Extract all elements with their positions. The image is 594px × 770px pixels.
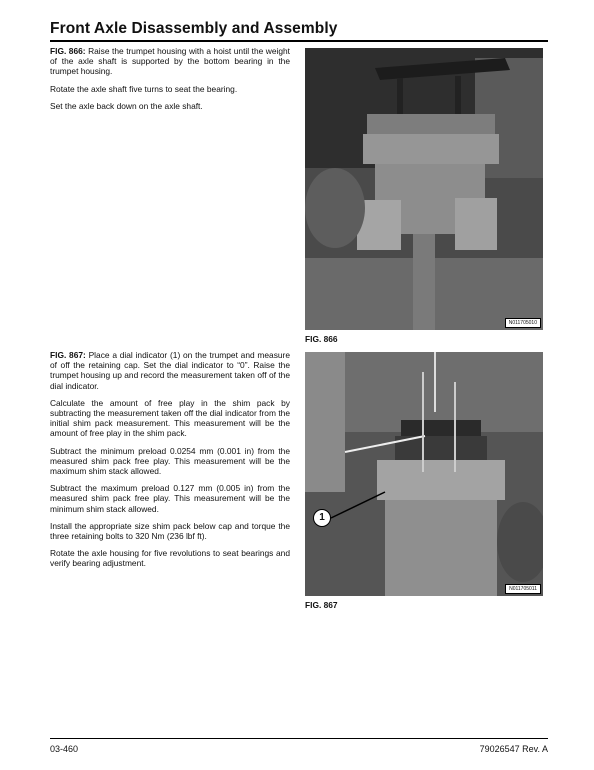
image-id-tag: N011705011 (505, 584, 541, 594)
paragraph: Set the axle back down on the axle shaft. (50, 100, 203, 111)
figure-867-photo (305, 352, 543, 596)
section-fig866-text (50, 46, 290, 118)
figure-866-photo (305, 48, 543, 330)
fig-ref-867: FIG. 867: (50, 350, 86, 360)
document-number: 79026547 Rev. A (479, 744, 548, 754)
paragraph: Install the appropriate size shim pack below cap and torque the three retaining bolts to 320 Nm (236 lbf ft). (50, 520, 290, 542)
fig-ref-866: FIG. 866: (50, 46, 86, 56)
paragraph: Subtract the maximum preload 0.127 mm (0.005 in) from the measured shim pack free play. This measurement will be the minimum shim stack allowed. (50, 483, 290, 514)
figure-866-caption: FIG. 866 (305, 334, 338, 344)
page-number: 03-460 (50, 744, 79, 754)
photo-illustration (305, 352, 543, 596)
paragraph: Rotate the axle housing for five revolutions to seat bearings and verify bearing adjustment. (50, 548, 290, 569)
header-rule (50, 40, 548, 42)
paragraph: Subtract the minimum preload 0.0254 mm (0.001 in) from the measured shim pack free play. This measurement will be the maximum shim stack allowed. (50, 445, 290, 477)
footer-rule (50, 738, 548, 739)
photo-illustration (305, 48, 543, 330)
section-fig867-text (50, 350, 290, 576)
paragraph: Rotate the axle shaft five turns to seat the bearing. (50, 83, 238, 94)
image-id-tag: N011705010 (505, 318, 541, 328)
paragraph: Raise the trumpet housing with a hoist until the weight of the axle shaft is supported by the bottom bearing in the trumpet housing. (50, 46, 291, 77)
paragraph: Calculate the amount of free play in the shim pack by subtracting the measurement taken off the dial indicator from the initial shim pack measurement. This measurement will be the amount of free play in the shim pack. (50, 397, 290, 439)
callout-1: 1 (313, 509, 331, 527)
page-title: Front Axle Disassembly and Assembly (50, 20, 338, 37)
figure-867-caption: FIG. 867 (305, 600, 338, 610)
paragraph: Place a dial indicator (1) on the trumpet and measure of off the retaining cap. Set the dial indicator to “0”. Raise the trumpet housing up and record the measurement taken off of the dial indicator. (50, 350, 291, 391)
